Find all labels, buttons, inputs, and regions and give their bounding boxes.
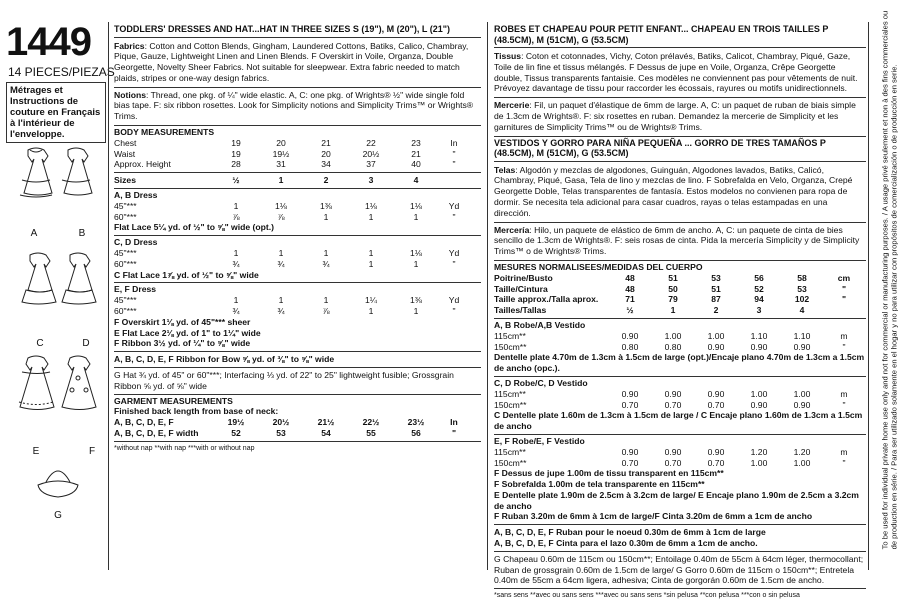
unit-label: " [452, 258, 456, 269]
unit-label: Yd [448, 295, 460, 306]
dress-e-illustration [19, 356, 54, 410]
unit-label: Yd [448, 248, 460, 259]
size-value: 0.70 [707, 399, 725, 410]
size-value: 1.00 [793, 457, 811, 468]
size-value: 0.80 [664, 341, 682, 352]
metric-chapeau: G Chapeau 0.60m de 115cm ou 150cm**; Entoilage 0.40m de 55cm à 64cm léger, thermocollant; Ruban de grossgrain 0.60m de 1.5cm de large/ G Gorro 0.60m de 115cm o 150cm**; Entretela 0.40m de 55cm a 64cm ligera, adhesiva; Cinta de gorgorán 0.60m de 1.5cm de ancho. [494, 553, 864, 586]
english-column [114, 24, 481, 455]
pattern-number: 1449 [6, 20, 91, 64]
metric-ab-lace: Dentelle plate 4.70m de 1.3cm à 1.5cm de large (opt.)/Encaje plano 4.70m de 1.3cm a 1.5cm de ancho (opc.). [494, 352, 865, 374]
size-value: 0.90 [621, 388, 639, 399]
size-value: 1.10 [750, 330, 768, 341]
size-value: 1 [413, 211, 419, 222]
cd-60-row [114, 259, 481, 270]
row-label: Sizes [114, 175, 136, 186]
size-value: 1¼ [365, 295, 377, 306]
size-value: 71 [625, 294, 635, 305]
view-label-e: E [32, 446, 40, 457]
size-value: 50 [668, 283, 678, 294]
view-label-f: F [88, 446, 96, 457]
dress-b-illustration [62, 148, 92, 195]
pieces-count: 14 PIECES/PIEZAS [8, 65, 115, 79]
divider-left [108, 22, 109, 570]
size-value: 1 [233, 200, 239, 211]
garment-length-row [114, 417, 481, 428]
unit-label: " [841, 283, 847, 294]
size-value: 0.90 [750, 341, 768, 352]
size-value: 4 [413, 175, 419, 186]
size-value: 1⅛ [410, 200, 422, 211]
row-label: Poitrine/Busto [494, 272, 553, 283]
row-label: 45"*** [114, 200, 137, 211]
unit-label: In [450, 417, 458, 428]
english-notions: Notions: Thread, one pkg. of ¼" wide elastic. A, C: one pkg. of Wrights® ½" wide single fold bias tape. F: six ribbon rosettes. Look for Simplicity notions and Simplicity Trims™ or Wrights® Trims. [114, 89, 474, 122]
size-value: 54 [321, 428, 331, 438]
size-value: 1 [278, 175, 284, 186]
row-label: 60"*** [114, 258, 137, 269]
unit-label: " [451, 428, 457, 438]
metric-ab-header: A, B Robe/A,B Vestido [494, 318, 866, 331]
metric-ef-header: E, F Robe/E, F Vestido [494, 434, 866, 447]
size-value: 1 [278, 248, 284, 259]
divider-middle [487, 22, 488, 570]
size-value: 1 [413, 258, 419, 269]
french-mercerie: Mercerie: Fil, un paquet d'élastique de 6mm de large. A, C: un paquet de ruban de biais simple de 1.3cm de Wrights®. F: six rosettes en ruban. Demandez la mercerie de Simplicity et les garnitures de Simplicity Trims™ ou de Wrights® Trims. [494, 100, 856, 132]
size-value: 0.90 [750, 399, 768, 410]
metric-f-dessus: F Dessus de jupe 1.00m de tissu transparent en 115cm** [494, 468, 724, 479]
size-value: 0.90 [621, 446, 639, 457]
unit-label: " [842, 457, 846, 468]
cd-flat-lace: C Flat Lace 1⅞ yd. of ½" to ⅝" wide [114, 269, 259, 280]
unit-label: m [840, 388, 848, 399]
size-value: 19 [231, 148, 241, 159]
dress-a-illustration [20, 148, 52, 197]
dress-d-illustration [62, 253, 96, 304]
row-label: A, B, C, D, E, F [114, 417, 174, 428]
size-value: 3 [368, 175, 374, 186]
size-value: 53 [797, 283, 807, 294]
metric-lazo: A, B, C, D, E, F Cinta para el lazo 0.30m de 6mm a 1cm de ancho. [494, 538, 758, 549]
size-value: 0.80 [621, 341, 639, 352]
ef-60-row [114, 306, 481, 317]
unit-label: m [840, 446, 848, 457]
ef-45-row [114, 295, 481, 306]
size-value: 0.70 [621, 399, 639, 410]
size-value: 1⅛ [365, 200, 377, 211]
metric-f-sobrefalda: F Sobrefalda 1.00m de tela transparente en 115cm** [494, 479, 705, 490]
size-value: 1 [368, 248, 374, 259]
view-label-d: D [82, 338, 90, 349]
size-value: 22½ [362, 417, 380, 428]
view-label-g: G [54, 510, 62, 521]
size-value: 1⅜ [410, 295, 422, 306]
metric-cd-150-row [494, 400, 866, 411]
f-overskirt: F Overskirt 1⅛ yd. of 45"*** sheer [114, 316, 251, 327]
hat-yardage: G Hat ¾ yd. of 45" or 60"***; Interfacing ⅓ yd. of 22" to 25" lightweight fusible; Grossgrain Ribbon ⅝ yd. of ⅝" wide [114, 370, 454, 391]
sizes-row [114, 175, 481, 186]
size-value: 1⅜ [320, 200, 332, 211]
size-value: 19½ [272, 148, 290, 159]
size-value: 21 [321, 137, 331, 148]
size-value: ½ [232, 175, 240, 186]
divider-right [868, 22, 869, 570]
row-label: Taille approx./Talla aprox. [494, 294, 599, 305]
size-value: 53 [711, 272, 721, 283]
size-value: 28 [231, 159, 241, 170]
row-label: 150cm** [494, 457, 527, 468]
unit-label: In [450, 137, 458, 148]
row-label: 150cm** [494, 341, 527, 352]
size-value: 1 [368, 211, 374, 222]
size-value: ¾ [232, 258, 240, 269]
side-disclaimer-text: To be used for individual private home use only and not for commercial or manufacturing purposes. / A usage privé seulement et non à des fins commerciales ou de production en série. / Para ser utilizado solamente en el hogar y no para utilizar con propósitos de comercialización o de producción en serie. [880, 10, 899, 550]
english-title: TODDLERS' DRESSES AND HAT...HAT IN THREE SIZES S (19"), M (20"), L (21") [114, 24, 481, 38]
size-value: 94 [754, 294, 764, 305]
spanish-telas: Telas: Algodón y mezclas de algodones, Guinguán, Algodones lavados, Batiks, Calicó, Chambray, Piqué, Gasa, Tela de lino y mezclas de lino. F Sobrefalda en Velo, Organza, Crepé Georgette Doble, Telas transparentes de fantasía. Estos modelos no convienen para ropa de dormir. Se necesita tela adicional para casar cuadros, rayas o telas estampadas en una dirección. [494, 164, 853, 218]
size-value: ⅞ [232, 211, 240, 222]
size-value: 0.90 [793, 341, 811, 352]
size-value: ¾ [277, 258, 285, 269]
spanish-title: VESTIDOS Y GORRO PARA NIÑA PEQUEÑA ... GORRO DE TRES TAMAÑOS P (48.5CM), M (51CM), G (53.5CM) [494, 136, 866, 162]
size-value: 1.00 [664, 330, 682, 341]
size-value: 22 [366, 137, 376, 148]
size-value: 1⅛ [275, 200, 287, 211]
size-value: 56 [754, 272, 764, 283]
size-value: 0.70 [664, 457, 682, 468]
row-label: 150cm** [494, 399, 527, 410]
hat-g-illustration [38, 471, 78, 497]
height-row [114, 159, 481, 170]
size-value: 0.70 [707, 457, 725, 468]
size-value: 19½ [227, 417, 245, 428]
size-value: 51 [711, 283, 721, 294]
cd-45-row [114, 248, 481, 259]
size-value: 87 [711, 294, 721, 305]
metric-ab-115-row [494, 331, 866, 342]
side-disclaimer [870, 0, 915, 580]
size-value: 79 [668, 294, 678, 305]
unit-label: m [840, 330, 848, 341]
size-value: 0.90 [793, 399, 811, 410]
row-label: Approx. Height [114, 159, 171, 170]
row-label: A, B, C, D, E, F width [114, 428, 199, 438]
e-flat-lace: E Flat Lace 2⅛ yd. of 1" to 1¼" wide [114, 327, 261, 338]
size-value: 21½ [317, 417, 335, 428]
size-value: ¾ [232, 306, 240, 317]
size-value: 0.90 [707, 446, 725, 457]
size-value: 1 [278, 295, 284, 306]
row-label: Tailles/Tallas [494, 305, 547, 316]
size-value: 23 [411, 137, 421, 148]
unit-label: " [842, 399, 846, 410]
size-value: 0.70 [664, 399, 682, 410]
metric-footnote: *sans sens **avec ou sans sens ***avec ou sans sens *sin pelusa **con pelusa ***con o sin pelusa [494, 592, 800, 600]
garment-measurements-header: GARMENT MEASUREMENTS [114, 394, 481, 407]
f-ribbon: F Ribbon 3½ yd. of ¼" to ⅝" wide [114, 338, 251, 349]
view-label-b: B [78, 228, 86, 239]
ab-45-row [114, 201, 481, 212]
tailles-row [494, 305, 866, 316]
size-value: 55 [366, 428, 376, 438]
size-value: 2 [713, 305, 719, 316]
size-value: 23½ [407, 417, 425, 428]
row-label: 60"*** [114, 306, 137, 317]
size-value: 1.00 [707, 330, 725, 341]
size-value: 40 [411, 159, 421, 170]
view-label-c: C [36, 338, 44, 349]
french-title: ROBES ET CHAPEAU POUR PETIT ENFANT... CHAPEAU EN TROIS TAILLES P (48.5CM), M (51CM), G (53.5CM) [494, 24, 866, 48]
row-label: Chest [114, 137, 137, 148]
row-label: Taille/Cintura [494, 283, 548, 294]
size-value: 37 [366, 159, 376, 170]
size-value: 0.70 [621, 457, 639, 468]
size-value: 53 [276, 428, 286, 438]
size-value: 1⅛ [410, 248, 422, 259]
hauteur-row [494, 294, 866, 305]
size-value: 1.00 [793, 388, 811, 399]
row-label: 45"*** [114, 295, 137, 306]
metric-f-ruban: F Ruban 3.20m de 6mm à 1cm de large/F Cinta 3.20m de 6mm a 1cm de ancho [494, 511, 813, 522]
size-value: ⅞ [277, 211, 285, 222]
bow-ribbon: A, B, C, D, E, F Ribbon for Bow ⅝ yd. of ⅜" to ⅝" wide [114, 354, 335, 365]
view-illustrations [0, 140, 112, 580]
size-value: 2 [323, 175, 329, 186]
size-value: 1.20 [793, 446, 811, 457]
row-label: 115cm** [494, 330, 526, 341]
metric-cd-lace: C Dentelle plate 1.60m de 1.3cm à 1.5cm de large / C Encaje plano 1.60m de 1.3cm a 1.5cm de ancho [494, 410, 863, 432]
size-value: 0.90 [664, 446, 682, 457]
view-label-a: A [30, 228, 38, 239]
size-value: 19 [231, 137, 241, 148]
size-value: ⅞ [322, 306, 330, 317]
cd-dress-header: C, D Dress [114, 235, 481, 248]
body-measurements-header: BODY MEASUREMENTS [114, 125, 481, 138]
metric-ef-115-row [494, 447, 866, 458]
size-value: 3 [756, 305, 762, 316]
garment-width-row [114, 428, 481, 439]
metric-ef-150-row [494, 458, 866, 469]
size-value: 48 [625, 283, 635, 294]
unit-label: " [841, 294, 847, 305]
size-value: 1.00 [750, 388, 768, 399]
unit-label: " [842, 341, 846, 352]
row-label: 115cm** [494, 388, 526, 399]
size-value: 58 [797, 272, 807, 283]
size-value: 1 [413, 306, 419, 317]
unit-label: " [452, 211, 456, 222]
unit-label: " [452, 159, 456, 170]
size-value: 1 [233, 248, 239, 259]
unit-label: Yd [448, 200, 460, 211]
row-label: Waist [114, 148, 136, 159]
size-value: 1 [368, 306, 374, 317]
size-value: 1 [233, 295, 239, 306]
size-value: 1 [670, 305, 676, 316]
size-value: ½ [626, 305, 634, 316]
unit-label: cm [837, 272, 851, 283]
size-value: 34 [321, 159, 331, 170]
english-footnote: *without nap **with nap ***with or without nap [114, 444, 255, 452]
size-value: 0.90 [707, 388, 725, 399]
size-value: 52 [754, 283, 764, 294]
taille-row [494, 284, 866, 295]
size-value: 0.90 [664, 388, 682, 399]
size-value: 4 [799, 305, 805, 316]
size-value: 1 [323, 211, 329, 222]
size-value: ¾ [277, 306, 285, 317]
metric-noeud: A, B, C, D, E, F Ruban pour le noeud 0.30m de 6mm à 1cm de large [494, 527, 766, 538]
size-value: 31 [276, 159, 286, 170]
size-value: 20½ [272, 417, 290, 428]
size-value: 20½ [362, 148, 380, 159]
size-value: ¾ [322, 258, 330, 269]
french-spanish-column [494, 24, 866, 602]
row-label: 60"*** [114, 211, 137, 222]
chest-row [114, 138, 481, 149]
unit-label: " [452, 148, 456, 159]
ab-dress-header: A, B Dress [114, 188, 481, 201]
ab-flat-lace: Flat Lace 5¼ yd. of ½" to ⅝" wide (opt.) [114, 222, 274, 233]
row-label: 45"*** [114, 248, 137, 259]
metric-cd-115-row [494, 389, 866, 400]
size-value: 48 [625, 272, 635, 283]
size-value: 20 [321, 148, 331, 159]
waist-row [114, 149, 481, 160]
size-value: 52 [231, 428, 241, 438]
size-value: 20 [276, 137, 286, 148]
row-label: 115cm** [494, 446, 526, 457]
french-instructions-note: Métrages et Instructions de couture en Français à l'intérieur de l'enveloppe. [6, 82, 106, 143]
ef-dress-header: E, F Dress [114, 282, 481, 295]
poitrine-row [494, 273, 866, 284]
size-value: 56 [411, 428, 421, 438]
ab-60-row [114, 212, 481, 223]
metric-e-dentelle: E Dentelle plate 1.90m de 2.5cm à 3.2cm de large/ E Encaje plano 1.90m de 2.5cm a 3.2cm de ancho [494, 489, 859, 511]
size-value: 102 [794, 294, 810, 305]
size-value: 1 [323, 248, 329, 259]
size-value: 21 [411, 148, 421, 159]
dress-f-illustration [62, 356, 96, 410]
dress-c-illustration [22, 253, 56, 304]
english-fabrics: Fabrics: Cotton and Cotton Blends, Gingham, Laundered Cottons, Batiks, Calico, Chambray, Pique, Gauze, Lightweight Linen and Linen Blends. F Overskirt in Voile, Organza, Double Georgette, Novelty Sheer Fabrics. Not suitable for sleepwear. Extra fabric needed to match plaids, stripes or one-way design fabrics. [114, 40, 469, 83]
size-value: 0.90 [707, 341, 725, 352]
french-tissus: Tissus: Coton et cotonnades, Vichy, Coton prélavés, Batiks, Calicot, Chambray, Piqué, Gaze, Toile de lin fine et tissus mélangés. F Dessus de jupe en Voile, Organza, Crêpe Georgette double, Tissus transparents fantaisie. Ces modèles ne conviennent pas pour vêtements de nuit. Prévoyez davantage de tissu pour raccorder les écossais, rayures ou motifs unidirectionnels. [494, 51, 858, 94]
size-value: 1 [368, 258, 374, 269]
size-value: 1.00 [750, 457, 768, 468]
size-value: 0.90 [621, 330, 639, 341]
spanish-merceria: Mercería: Hilo, un paquete de elástico de 6mm de ancho. A, C: un paquete de cinta de bies sencillo de 1.3cm de Wrights®. F: seis rosas de cinta. Pida la mercería Simplicity y de Simplicity Trims™ o de Wrights® Trims. [494, 224, 860, 257]
size-value: 1.10 [793, 330, 811, 341]
unit-label: " [452, 306, 456, 317]
size-value: 51 [668, 272, 678, 283]
back-length-label: Finished back length from base of neck: [114, 406, 279, 417]
metric-cd-header: C, D Robe/C, D Vestido [494, 376, 866, 389]
size-value: 1 [323, 295, 329, 306]
size-value: 1.20 [750, 446, 768, 457]
metric-header: MESURES NORMALISEES/MEDIDAS DEL CUERPO [494, 260, 866, 273]
metric-ab-150-row [494, 342, 866, 353]
